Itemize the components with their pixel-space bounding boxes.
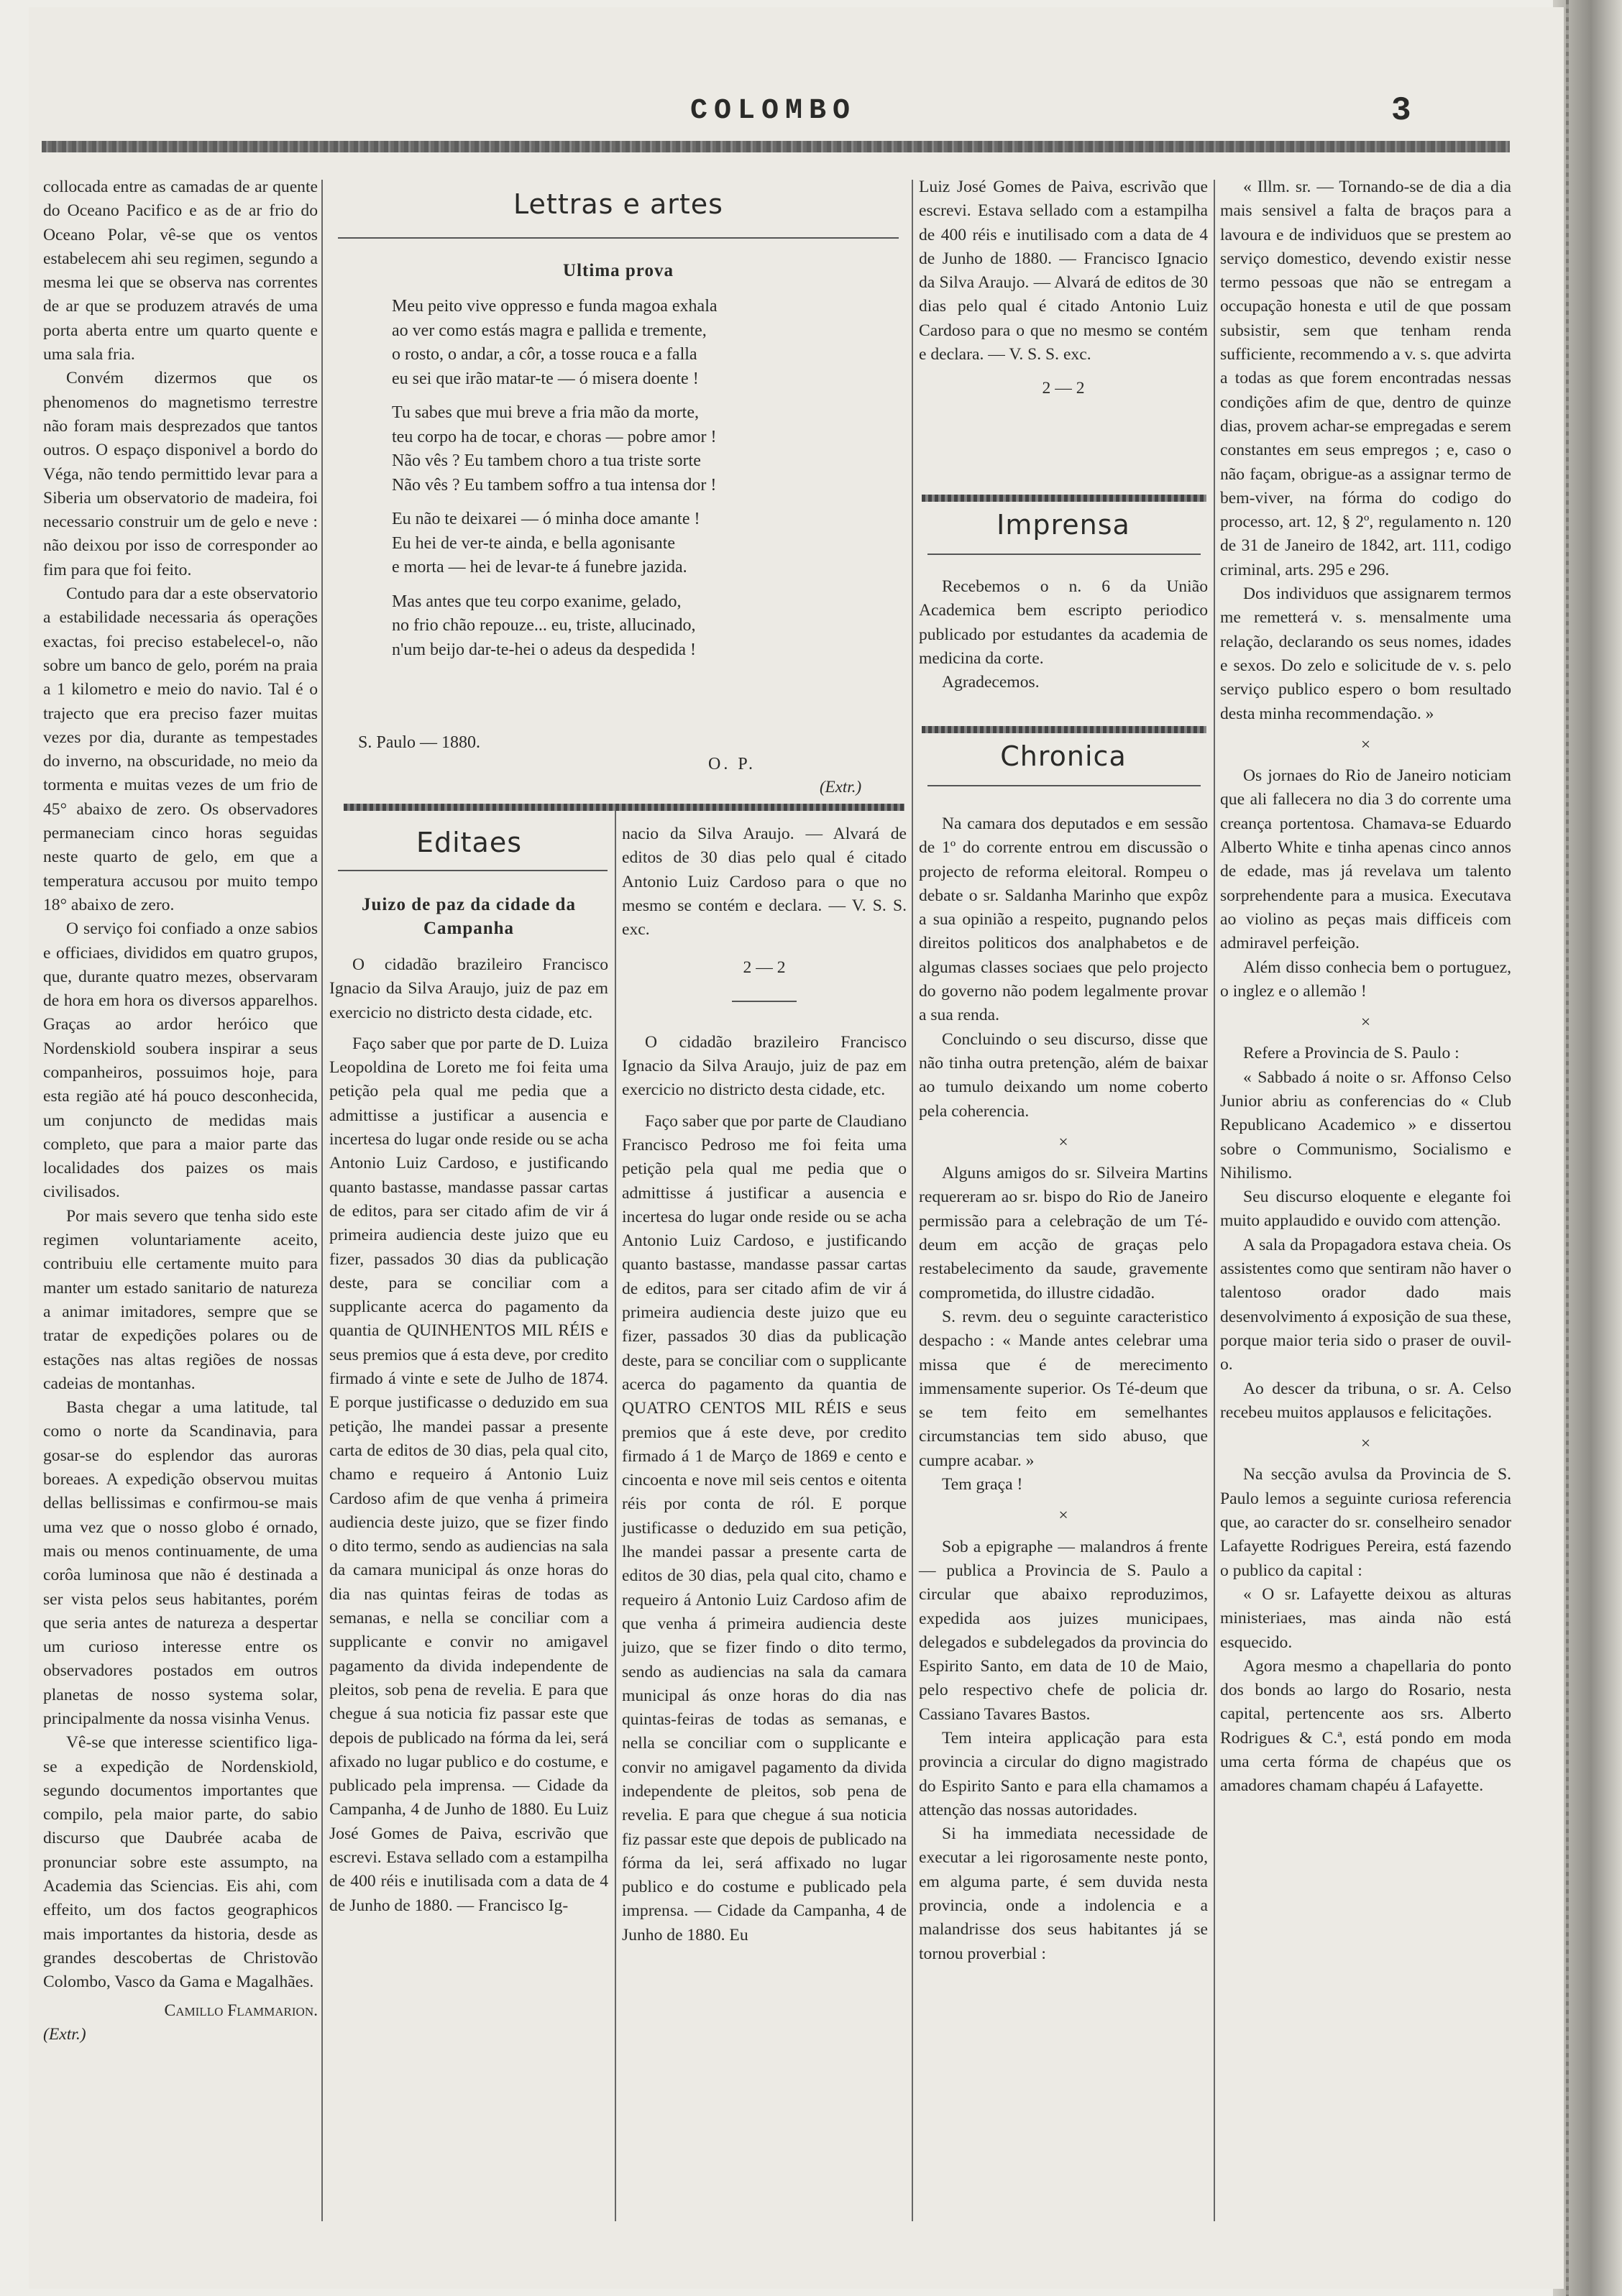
poem-line: Mas antes que teu corpo exanime, gelado,: [392, 592, 682, 611]
article-paragraph: Convém dizermos que os phenomenos do magnetismo terrestre não foram mais desprezados que tantos outros. O espaço disponivel a bordo do Véga, não tendo permittido levar para a Siberia um observatorio de madeira, foi necessario construir um de gelo e neve : não deixou por isso de corresponder ao fim para que foi feito.: [43, 369, 318, 579]
article-paragraph: Si ha immediata necessidade de executar a lei rigorosamente neste ponto, em alguma parte, é sem duvida nesta provincia, onde a indolencia e a malandrisse dos seus habitantes já se tornou proverbial :: [919, 1824, 1208, 1963]
article-paragraph: Na secção avulsa da Provincia de S. Paulo lemos a seguinte curiosa referencia que, ao caracter do sr. conselheiro senador Lafayette Rodrigues Pereira, está fazendo o publico da capital :: [1220, 1465, 1511, 1580]
article-paragraph: Concluindo o seu discurso, disse que não tinha outra pretenção, além de baixar ao tumulo deixando um nome coberto pela coherencia.: [919, 1029, 1208, 1121]
column-2: [329, 893, 608, 1918]
column-4: [919, 175, 1208, 401]
article-paragraph: Ao descer da tribuna, o sr. A. Celso recebeu muitos applausos e felicitações.: [1220, 1379, 1511, 1422]
poem-place-date: S. Paulo — 1880.: [358, 733, 481, 752]
edital-continuation: nacio da Silva Araujo. — Alvará de editos de 30 dias pelo qual é citado Antonio Luiz Cardoso para o que no mesmo se contém e declara. — V. S. S. exc.: [622, 825, 907, 940]
newspaper-title: COLOMBO: [690, 95, 857, 127]
article-paragraph: Tem graça !: [942, 1475, 1023, 1494]
article-paragraph: Sob a epigraphe — malandros á frente — publica a Provincia de S. Paulo a circular que abaixo reproduzimos, expedida aos juizes municipaes, delegados e subdelegados da provincia do Espirito Santo, em data de 10 de Maio, pelo respectivo chefe de policia dr. Cassiano Tavares Bastos.: [919, 1537, 1208, 1724]
poem-line: eu sei que irão matar-te — ó misera doente !: [392, 369, 699, 388]
article-paragraph: « O sr. Lafayette deixou as alturas ministeriaes, mas ainda não está esquecido.: [1220, 1584, 1511, 1652]
article-paragraph: Agora mesmo a chapellaria do ponto dos bonds ao largo do Rosario, nesta capital, pertencente aos srs. Alberto Rodrigues & C.ª, está pondo em moda uma certa fórma de chapéus que os amadores chamam chapéu á Lafayette.: [1220, 1656, 1511, 1796]
section-rule: [927, 785, 1201, 786]
section-title-chronica: Chronica: [1000, 740, 1127, 772]
column-divider: [1214, 180, 1215, 2221]
poem-line: Não vês ? Eu tambem soffro a tua intensa dor !: [392, 475, 717, 495]
poem-line: no frio chão repouze... eu, triste, allucinado,: [392, 616, 696, 635]
chronica-text: [919, 812, 1208, 1966]
edital-continuation: Luiz José Gomes de Paiva, escrivão que escrevi. Estava sellado com a estampilha de 400 réis e inutilisado com a data de 4 de Junho de 1880. — Francisco Ignacio da Silva Araujo. — Alvará de editos de 30 dias pelo qual é citado Antonio Luiz Cardoso para o que no mesmo se contém e declara. — V. S. S. exc.: [919, 178, 1208, 364]
section-rule: [922, 726, 1206, 733]
imprensa-text: [919, 575, 1208, 694]
poem: [392, 295, 895, 672]
article-paragraph: Agradecemos.: [942, 673, 1040, 692]
column-3: [622, 822, 907, 1947]
column-divider: [615, 809, 616, 2221]
section-rule: [344, 804, 904, 811]
article-paragraph: Contudo para dar a este observatorio a estabilidade necessaria ás operações exactas, foi preciso estabelecel-o, não sobre um banco de gelo, porém na praia a 1 kilometro e meio do navio. Tal é o trajecto que era preciso fazer muitas vezes por dia, durante as tempestades do inverno, na obscuridade, no meio da tormenta e muitas vezes de um frio de 45° abaixo de zero. Os observadores permaneciam cinco horas seguidas neste quarto de gelo, em que a temperatura accusou por muito tempo 18° abaixo de zero.: [43, 584, 318, 914]
article-paragraph: Além disso conhecia bem o portuguez, o inglez e o allemão !: [1220, 958, 1511, 1001]
edital-body: Faço saber que por parte de Claudiano Francisco Pedroso me foi feita uma petição pela qual me pedia que o admittisse á justificar a ausencia e incertesa do lugar onde reside ou se acha Antonio Luiz Cardoso, e justificando quanto bastasse, mandasse passar cartas de editos, para ser citado afim de vir á primeira audiencia deste juizo que eu fizer, passados 30 dias da publicação deste, para se conciliar com o supplicante acerca do pagamento da quantia de QUATRO CENTOS MIL RÉIS e seus premios que á este deve, por credito firmado á 1 de Março de 1869 e cento e cincoenta e nove mil seis centos e oitenta réis por conta de ról. E porque justificasse o deduzido em sua petição, lhe mandei passar a presente carta de editos de 30 dias, pela qual cito, chamo e requeiro á Antonio Luiz Cardoso afim de que venha á primeira audiencia deste juizo, que se fizer findo o dito termo, sendo as audiencias na sala da camara municipal ás onze horas do dia nas quintas-feiras de todas as semanas, e nella se conciliar com o supplicante e convir no amigavel pagamento da divida independente de pleitos, sob pena de revelia. E para que chegue á sua noticia fiz passar este que depois de publicado na fórma da lei, será affixado no lugar publico e do costume e publicado pela imprensa. — Cidade da Campanha, 4 de Junho de 1880. Eu: [622, 1111, 907, 1944]
separator: ×: [1360, 1434, 1371, 1454]
article-paragraph: A sala da Propagadora estava cheia. Os assistentes como que sentiram não haver o talentoso orador dado mais desenvolvimento á exposição de sua these, porque maior teria sido o praser de ouvil-o.: [1220, 1235, 1511, 1374]
section-title-editaes: Editaes: [416, 827, 523, 858]
column-divider: [321, 180, 323, 2221]
section-rule: [927, 554, 1201, 555]
section-rule: [922, 495, 1206, 502]
poem-line: Não vês ? Eu tambem choro a tua triste sorte: [392, 451, 701, 470]
column-1: [43, 175, 318, 2047]
separator: ×: [1058, 1506, 1068, 1525]
poem-line: teu corpo ha de tocar, e choras — pobre amor !: [392, 427, 717, 446]
article-paragraph: collocada entre as camadas de ar quente do Oceano Pacifico e as de ar frio do Oceano Polar, vê-se que os ventos estabelecem ahi seu regimen, segundo a mesma lei que se observa nas correntes de ar que se produzem através de uma porta aberta entre um quarto quente e uma sala fria.: [43, 178, 318, 364]
column-5: [1220, 175, 1511, 1799]
divider: [732, 1001, 797, 1002]
section-title-lettras: Lettras e artes: [513, 188, 723, 220]
poem-line: Eu hei de ver-te ainda, e bella agonisante: [392, 533, 676, 553]
article-paragraph: Dos individuos que assignarem termos me remetterá v. s. mensalmente uma relação, declarando os seus nomes, idades e sexos. Do zelo e solicitude de v. s. pelo serviço publico espero o bom resultado desta minha recommendação. »: [1220, 584, 1511, 723]
poem-line: ao ver como estás magra e pallida e tremente,: [392, 321, 707, 340]
article-paragraph: Basta chegar a uma latitude, tal como o norte da Scandinavia, para gosar-se do esplendor das auroras boreaes. A expedição observou muitas dellas bellissimas e confirmou-se mais uma vez que o nosso globo é ornado, mais ou menos continuamente, de uma corôa luminosa que não é destinada a ser vista pelos seus habitantes, porém que seria antes de natureza a despertar um curioso interesse entre os observadores postados em outros planetas de nosso systema solar, principalmente da nossa visinha Venus.: [43, 1398, 318, 1728]
section-rule: [338, 870, 608, 871]
source-note: (Extr.): [820, 778, 862, 796]
poem-line: Meu peito vive oppresso e funda magoa exhala: [392, 297, 718, 316]
article-paragraph: Seu discurso eloquente e elegante foi muito applaudido e ouvido com attenção.: [1220, 1188, 1511, 1231]
article-paragraph: Na camara dos deputados e em sessão de 1º do corrente entrou em discussão o projecto de reforma eleitoral. Rompeu o debate o sr. Saldanha Marinho que expôz a sua opinião a respeito, pugnando pelos direitos politicos dos analphabetos e de algumas classes sociaes que pelo projecto do governo não podem legalmente provar a sua renda.: [919, 814, 1208, 1025]
edital-number: 2 — 2: [743, 958, 786, 978]
edital-intro: O cidadão brazileiro Francisco Ignacio da Silva Araujo, juiz de paz em exercicio no districto desta cidade, etc.: [329, 955, 608, 1022]
article-paragraph: Tem inteira applicação para esta provincia a circular do digno magistrado do Espirito Santo e para ella chamamos a attenção das nossas autoridades.: [919, 1728, 1208, 1819]
separator: ×: [1360, 735, 1371, 754]
poem-line: n'um beijo dar-te-hei o adeus da despedida !: [392, 640, 697, 659]
poem-line: e morta — hei de levar-te á funebre jazida.: [392, 558, 687, 577]
header-rule: [42, 141, 1510, 152]
edital-subtitle: Juizo de paz da cidade da Campanha: [362, 895, 576, 938]
article-paragraph: O serviço foi confiado a onze sabios e officiaes, divididos em quatro grupos, que, durante quatro mezes, observaram de hora em hora os diversos apparelhos. Graças ao ardor heróico que Nordenskiold soubera inspirar a seus companheiros, possuimos hoje, para esta região até há pouco desconhecida, um conjuncto de medidas mais completo, que para a maior parte das localidades dos paizes os mais civilisados.: [43, 919, 318, 1202]
edital-number: 2 — 2: [1042, 379, 1085, 398]
article-paragraph: S. revm. deu o seguinte caracteristico despacho : « Mande antes celebrar uma missa que é de merecimento immensamente superior. Os Té-deum que se tem feito em semelhantes circumstancias tem sido abuso, que cumpre acabar. »: [919, 1307, 1208, 1470]
poem-line: o rosto, o andar, a côr, a tosse rouca e a falla: [392, 345, 697, 364]
article-paragraph: Recebemos o n. 6 da União Academica bem escripto periodico publicado por estudantes da academia de medicina da corte.: [919, 577, 1208, 668]
article-paragraph: Refere a Provincia de S. Paulo :: [1243, 1044, 1460, 1063]
signature: Camillo Flammarion.: [164, 2001, 318, 2020]
poem-line: Tu sabes que mui breve a fria mão da morte,: [392, 403, 699, 422]
article-paragraph: Alguns amigos do sr. Silveira Martins requereram ao sr. bispo do Rio de Janeiro permissão para a celebração de um Té-deum em acção de graças pelo restabelecimento da saude, gravemente comprometida, do illustre cidadão.: [919, 1164, 1208, 1303]
article-paragraph: « Sabbado á noite o sr. Affonso Celso Junior abriu as conferencias do « Club Republicano Academico » e dissertou sobre o Communismo, Socialismo e Nihilismo.: [1220, 1067, 1511, 1183]
poem-title: Ultima prova: [563, 261, 674, 280]
poem-initials: O. P.: [708, 755, 756, 773]
article-paragraph: Vê-se que interesse scientifico liga-se a expedição de Nordenskiold, segundo documentos importantes que compilo, pela maior parte, do sabio discurso que Daubrée acaba de pronunciar sobre este assumpto, na Academia das Sciencias. Eis ahi, com effeito, um dos factos geographicos mais importantes da historia, desde as grandes descobertas de Christovão Colombo, Vasco da Gama e Magalhães.: [43, 1733, 318, 1992]
article-paragraph: Os jornaes do Rio de Janeiro noticiam que ali fallecera no dia 3 do corrente uma creança portentosa. Chamava-se Eduardo Alberto White e tinha apenas cinco annos de edade, mas já revelava um talento sorprehendente para a musica. Executava ao violino as peças mais difficeis com admiravel perfeição.: [1220, 766, 1511, 953]
separator: ×: [1058, 1132, 1068, 1152]
article-paragraph: « Illm. sr. — Tornando-se de dia a dia mais sensivel a falta de braços para a lavoura e de individuos que se prestem ao serviço domestico, devendo existir nesse termo pessoas que não se entregam a occupação honesta e util de que possam subsistir, sem que tenham renda sufficiente, recommendo a v. s. que advirta a todas as que forem encontradas nessas condições afim de que, dentro de quinze dias, provem achar-se empregadas e serem constantes em seus empregos ; e, caso o não façam, obrigue-as a assignar termo de bem-viver, na fórma do codigo do processo, art. 12, § 2º, regulamento n. 120 de 31 de Janeiro de 1842, art. 111, codigo criminal, arts. 295 e 296.: [1220, 178, 1511, 579]
article-paragraph: Por mais severo que tenha sido este regimen voluntariamente aceito, contribuiu elle certamente muito para manter um estado sanitario de natureza a animar imitadores, sempre que se tratar de expedições polares ou de estações nas altas regiões de nossas cadeias de montanhas.: [43, 1206, 318, 1393]
source-note: (Extr.): [43, 2024, 86, 2044]
column-divider: [912, 180, 913, 2221]
separator: ×: [1360, 1013, 1371, 1032]
page-number: 3: [1391, 92, 1411, 129]
poem-line: Eu não te deixarei — ó minha doce amante !: [392, 510, 700, 528]
edital-body: Faço saber que por parte de D. Luiza Leopoldina de Loreto me foi feita uma petição pela qual me pedia que a admittisse a justificar a ausencia e incertesa do lugar onde reside ou se acha Antonio Luiz Cardoso, e justificando quanto bastasse, mandasse passar cartas de editos, para ser citado afim de vir á primeira audiencia deste juizo que eu fizer, passados 30 dias da publicação deste, para se conciliar com a supplicante acerca do pagamento da quantia de QUINHENTOS MIL RÉIS e seus premios que á esta deve, por credito firmado á vinte e sete de Julho de 1874. E porque justificasse o deduzido em sua petição, lhe mandei passar a presente carta de editos de 30 dias, pela qual cito, chamo e requeiro á Antonio Luiz Cardoso afim de que venha á primeira audiencia deste juizo, que se fizer findo o dito termo, sendo as audiencias na sala da camara municipal ás onze horas do dia nas quintas feiras de todas as semanas, e nella se conciliar com a supplicante e convir no amigavel pagamento da divida independente de pleitos, sob pena de revelia. E para que chegue á sua noticia fiz passar este que depois de publicado na fórma da lei, será afixado no lugar publico e do costume, e publicado pela imprensa. — Cidade da Campanha, 4 de Junho de 1880. Eu Luiz José Gomes de Paiva, escrivão que escrevi. Estava sellado com a estampilha de 400 réis e inutilisada com a data de 4 de Junho de 1880. — Francisco Ig-: [329, 1034, 608, 1915]
section-title-imprensa: Imprensa: [996, 509, 1130, 541]
edital-intro: O cidadão brazileiro Francisco Ignacio da Silva Araujo, juiz de paz em exercicio no districto desta cidade, etc.: [622, 1032, 907, 1100]
section-rule: [338, 237, 899, 239]
